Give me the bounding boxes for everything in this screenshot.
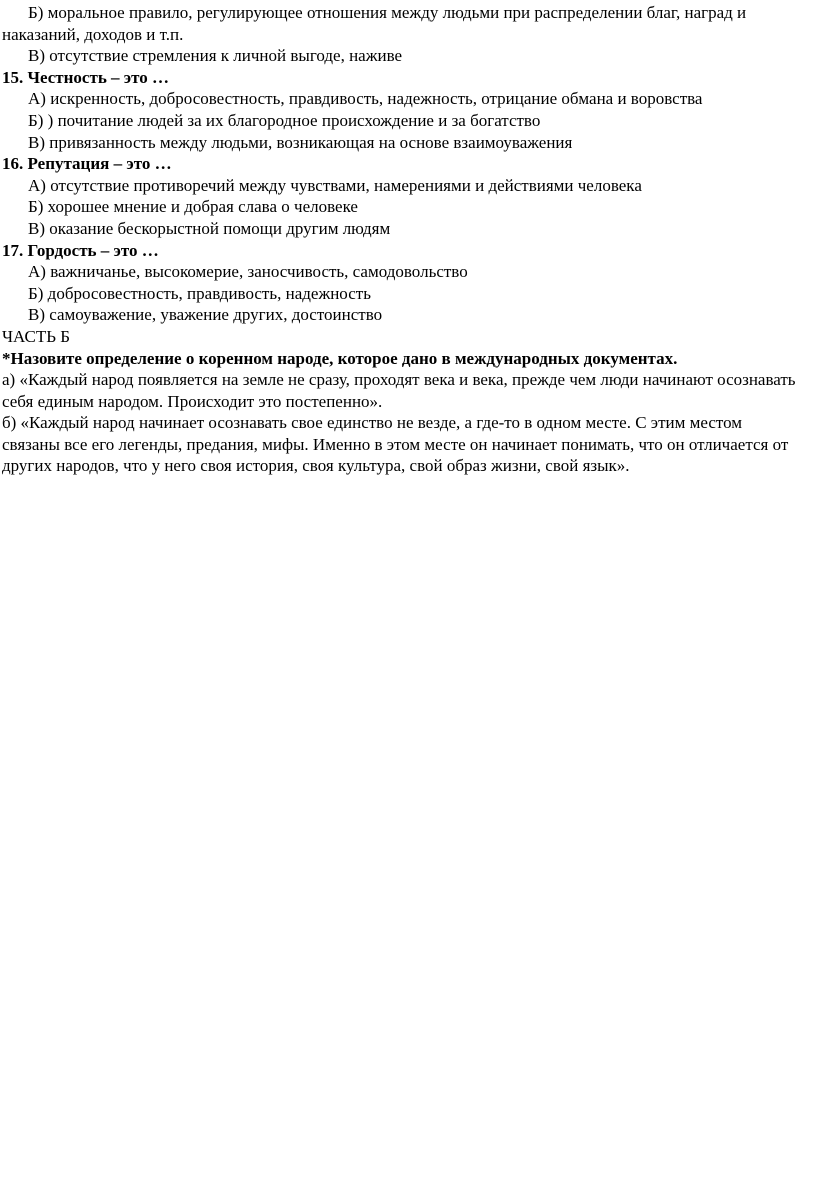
question-16-text: Репутация – это … <box>27 154 172 174</box>
question-15-title <box>2 67 798 89</box>
question-16-option-v: В) оказание бескорыстной помощи другим людям <box>28 218 391 238</box>
question-17-option-b: Б) добросовестность, правдивость, надежность <box>28 283 371 303</box>
question-17-option-a: А) важничанье, высокомерие, заносчивость, самодовольство <box>28 262 468 282</box>
part-b-task: *Назовите определение о коренном народе, которое дано в международных документах. <box>2 348 678 368</box>
part-b-answer-a: а) «Каждый народ появляется на земле не сразу, проходят века и века, прежде чем люди начинают осознавать себя единым народом. Происходит это постепенно». <box>2 370 796 411</box>
question-15-option-v: В) привязанность между людьми, возникающая на основе взаимоуважения <box>28 132 573 152</box>
question-15-option-b: Б) ) почитание людей за их благородное происхождение и за богатство <box>28 110 541 130</box>
question-17-number: 17. <box>2 240 24 260</box>
question-14-option-b: Б) моральное правило, регулирующее отношения между людьми при распределении благ, наград и наказаний, доходов и т.п. <box>2 3 747 44</box>
part-b-answer-b: б) «Каждый народ начинает осознавать свое единство не везде, а где-то в одном месте. С этим местом связаны все его легенды, предания, мифы. Именно в этом месте он начинает понимать, что он отличается от других народов, что у него своя история, своя культура, свой образ жизни, свой язык». <box>2 413 789 476</box>
part-b-heading: ЧАСТЬ Б <box>2 326 70 346</box>
question-17-option-v: В) самоуважение, уважение других, достоинство <box>28 305 383 325</box>
question-14-option-v: В) отсутствие стремления к личной выгоде, наживе <box>28 46 403 66</box>
question-16-option-b: Б) хорошее мнение и добрая слава о человеке <box>28 197 358 217</box>
question-16-option-a: А) отсутствие противоречий между чувствами, намерениями и действиями человека <box>28 175 642 195</box>
document-body <box>2 2 798 477</box>
question-17-title <box>2 240 798 262</box>
question-16-title <box>2 153 798 175</box>
question-15-number: 15. <box>2 67 24 87</box>
question-15-text: Честность – это … <box>27 67 170 87</box>
question-17-text: Гордость – это … <box>27 240 159 260</box>
question-16-number: 16. <box>2 154 24 174</box>
question-15-option-a: А) искренность, добросовестность, правдивость, надежность, отрицание обмана и воровства <box>28 89 703 109</box>
